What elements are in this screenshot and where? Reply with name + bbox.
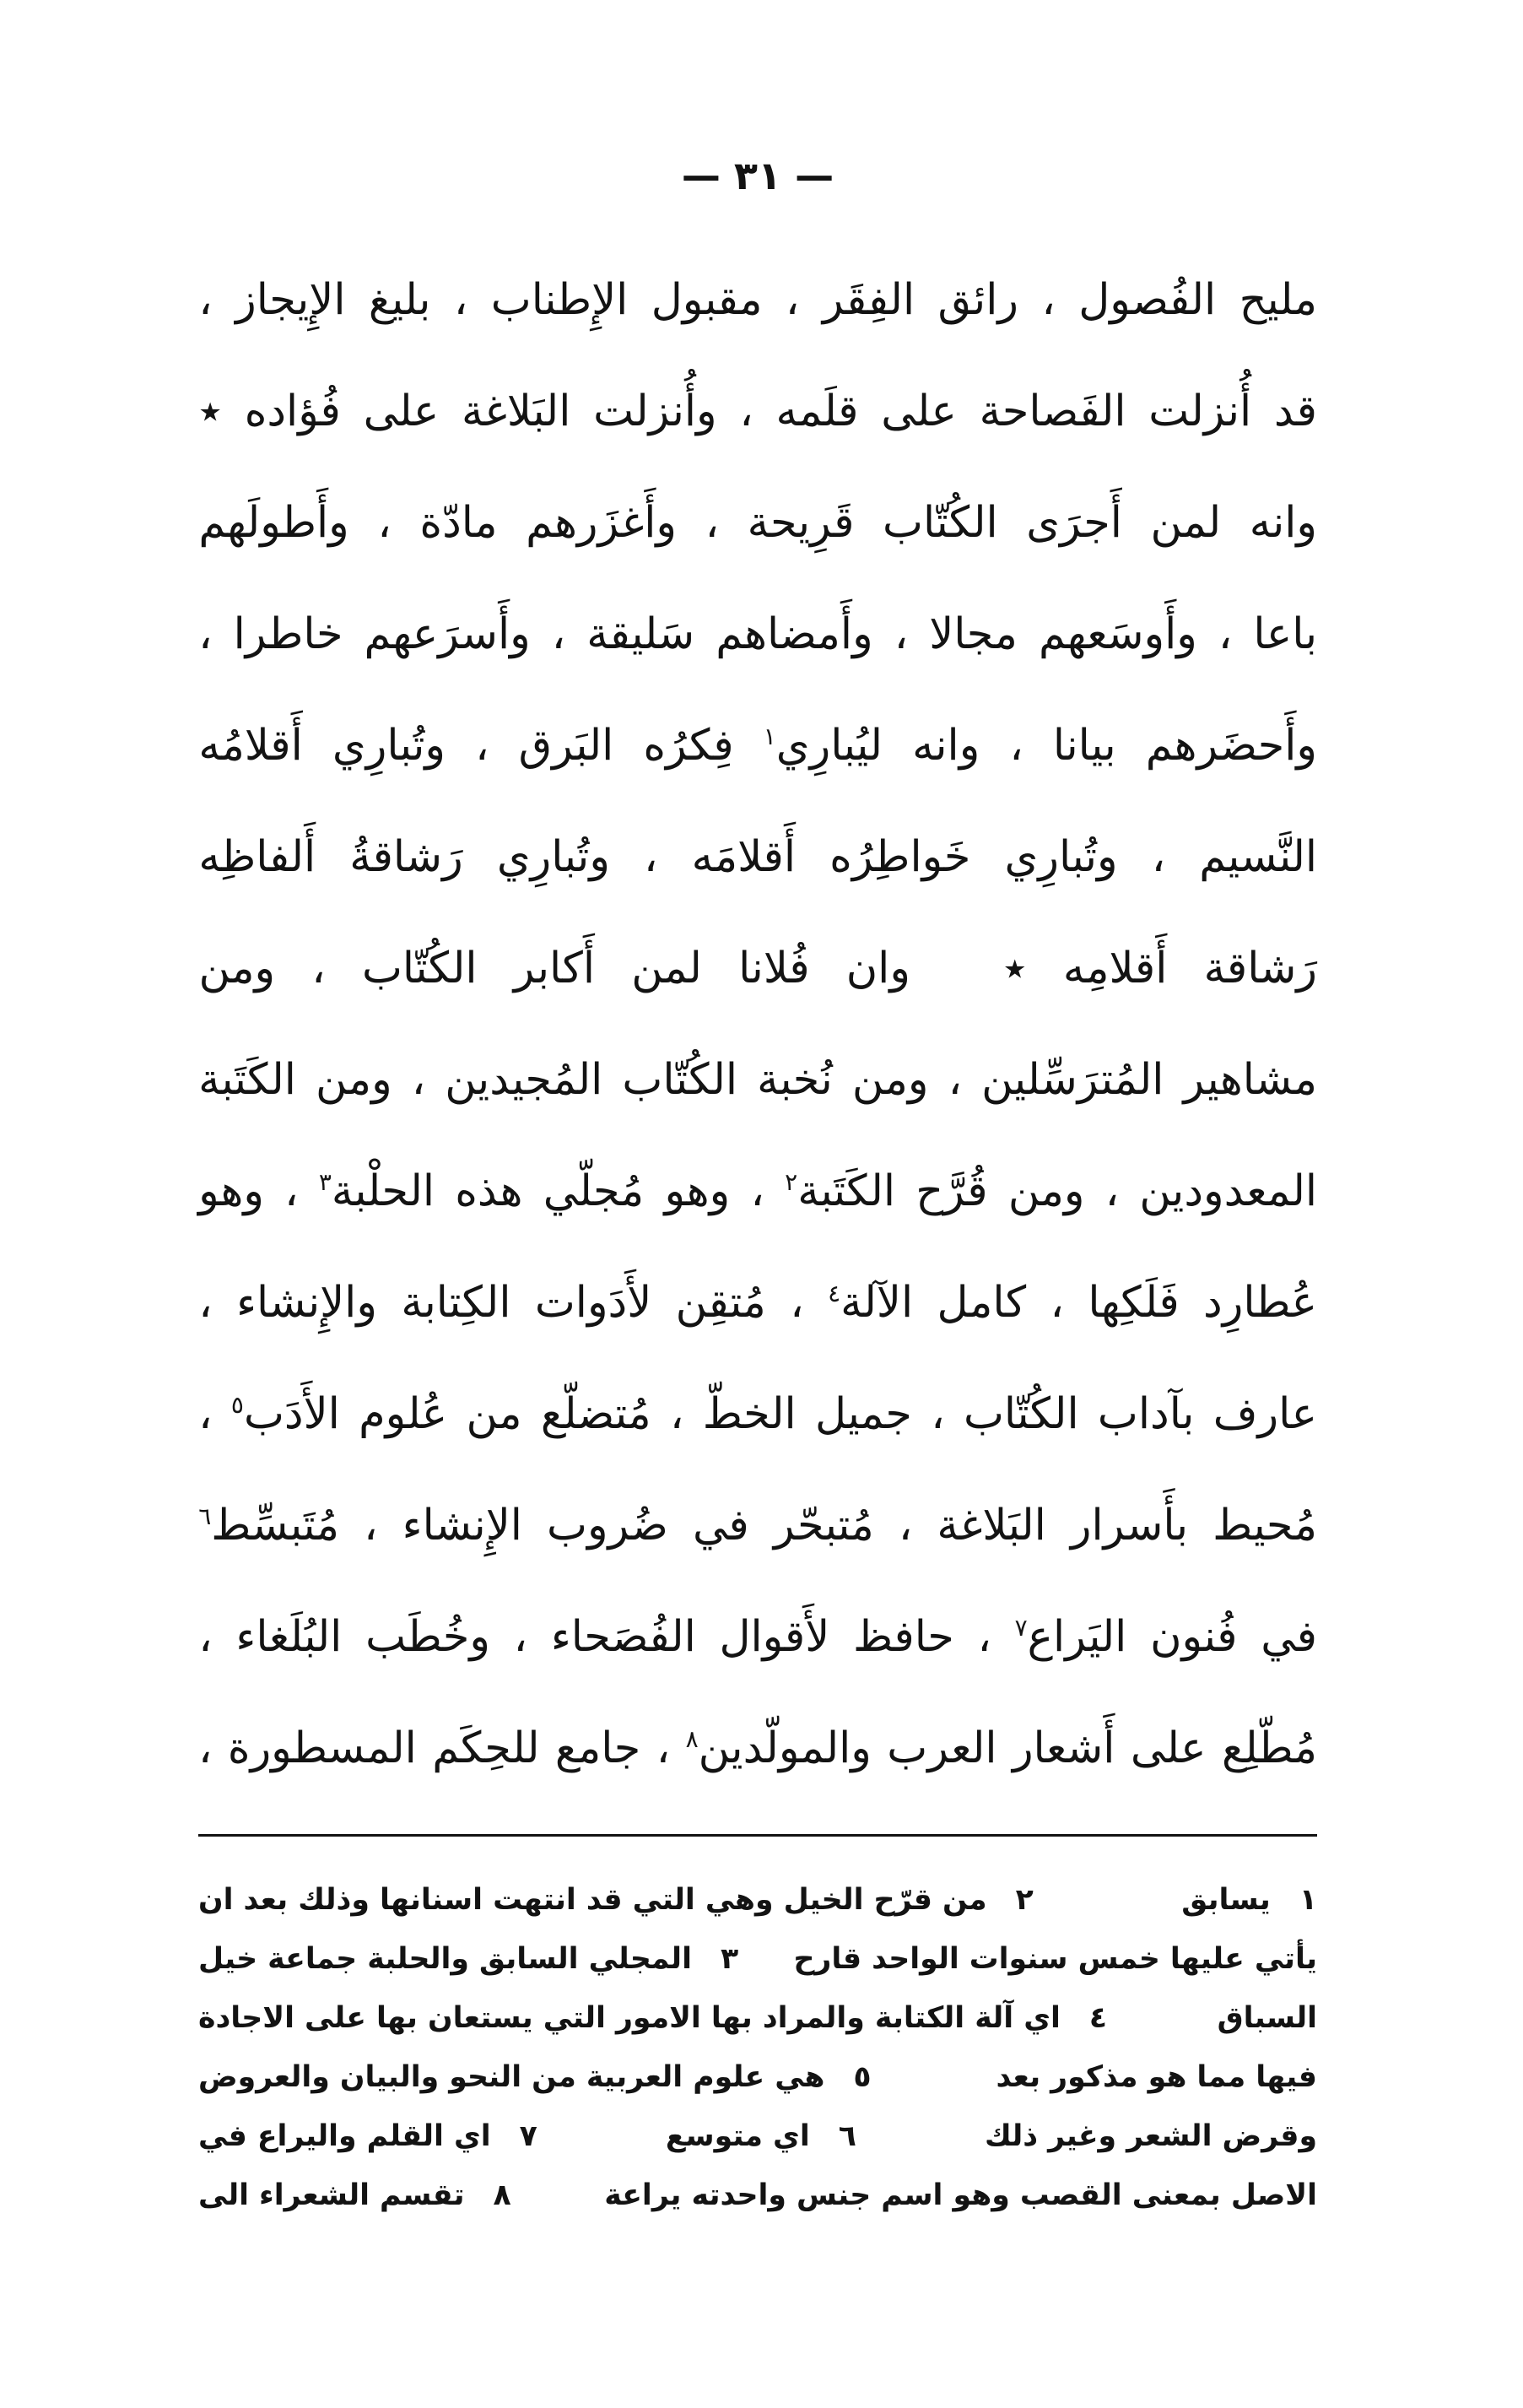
footnote-marker: ٨ <box>685 1725 699 1754</box>
text-segment: مُطّلِع على أَشعار العرب والمولّدين <box>698 1723 1317 1773</box>
footnote-line <box>198 1929 1317 1989</box>
text-segment: ، حافظ لأَقوال الفُصَحاء ، وخُطَب البُلَغاء ، <box>198 1612 1015 1662</box>
text-segment: قد أُنزلت الفَصاحة على قلَمه ، وأُنزلت البَلاغة على فُؤاده ٭ <box>198 387 1317 436</box>
text-line-content <box>198 1136 1317 1247</box>
text-line-content <box>198 1025 1317 1136</box>
footnote-marker: ٣ <box>318 1168 332 1197</box>
footnote-text: من قرّح الخيل وهي التي قد انتهت اسنانها وذلك بعد ان <box>198 1883 987 1917</box>
footnote-entry <box>1218 1989 1317 2048</box>
footnote-marker: ٦ <box>198 1502 212 1531</box>
footnote-line <box>198 2107 1317 2166</box>
text-line <box>198 690 1317 802</box>
footnote-entry <box>198 2107 537 2166</box>
footnote-text: تقسم الشعراء الى <box>198 2178 465 2212</box>
footnote-entry <box>666 2107 856 2166</box>
text-line-content <box>198 913 1317 1025</box>
footnote-text: الاصل بمعنى القصب وهو اسم جنس واحدته يراعة <box>604 2178 1317 2212</box>
text-segment: النَّسيم ، وتُبارِي خَواطِرُه أَقلامَه ، وتُبارِي رَشاقةُ أَلفاظِه <box>198 832 1317 882</box>
text-line <box>198 245 1317 356</box>
text-segment: مشاهير المُترَسِّلين ، ومن نُخبة الكُتّاب المُجيدين ، ومن الكَتَبة <box>198 1055 1317 1105</box>
footnote-marker: ٧ <box>1014 1614 1028 1642</box>
footnote-number: ٧ <box>519 2119 537 2153</box>
footnote-text: فيها مما هو مذكور بعد <box>996 2060 1317 2094</box>
footnote-text: يسابق <box>1181 1883 1271 1917</box>
text-line <box>198 802 1317 913</box>
footnote-text: اي متوسع <box>665 2119 810 2153</box>
text-segment: رَشاقة أَقلامِه ٭ <box>1002 944 1317 993</box>
text-line <box>198 1470 1317 1582</box>
footnote-entry <box>996 2048 1317 2107</box>
footnote-line <box>198 1989 1317 2048</box>
text-segment: ، مُتقِن لأَدَوات الكِتابة والإِنشاء ، <box>198 1278 829 1328</box>
text-segment: مليح الفُصول ، رائق الفِقَر ، مقبول الإِطناب ، بليغ الإِيجاز ، <box>198 275 1317 325</box>
text-line-content <box>198 802 1317 913</box>
footnote-number: ٢ <box>1015 1883 1034 1917</box>
footnote-entry <box>198 2048 872 2107</box>
footnote-text: السباق <box>1217 2001 1317 2035</box>
footnote-text: يأتي عليها خمس سنوات الواحد قارح <box>793 1942 1317 1976</box>
text-segment: عارف بآداب الكُتّاب ، جميل الخطّ ، مُتضلّع من عُلوم الأَدَب <box>243 1389 1317 1439</box>
footnote-line <box>198 2048 1317 2107</box>
text-segment: ، <box>198 1389 231 1439</box>
text-line-content <box>198 579 1317 690</box>
footnote-entry <box>198 1870 1034 1929</box>
text-line <box>198 1025 1317 1136</box>
text-segment: المعدودين ، ومن قُرَّح الكَتَبة <box>797 1166 1317 1216</box>
footnote-number: ١ <box>1299 1883 1317 1917</box>
footnote-text: هي علوم العربية من النحو والبيان والعروض <box>198 2060 825 2094</box>
text-segment: عُطارِد فَلَكِها ، كامل الآلة <box>840 1278 1317 1328</box>
text-line <box>198 468 1317 579</box>
footnote-marker: ٤ <box>828 1280 841 1308</box>
body-text <box>198 245 1317 1805</box>
text-line-content <box>198 1582 1317 1693</box>
footnote-entry <box>793 1929 1317 1989</box>
text-line <box>198 1359 1317 1470</box>
text-line <box>198 1582 1317 1693</box>
text-segment: مُحيط بأَسرار البَلاغة ، مُتبحّر في ضُروب الإِنشاء ، مُتَبسِّط <box>211 1501 1317 1550</box>
footnote-text: وقرض الشعر وغير ذلك <box>984 2119 1317 2153</box>
text-segment: في فُنون اليَراع <box>1027 1612 1317 1662</box>
footnote-text: المجلي السابق والحلبة جماعة خيل <box>198 1942 692 1976</box>
footnote-marker: ٥ <box>230 1391 244 1420</box>
footnote-line <box>198 1870 1317 1929</box>
footnote-text: اي القلم واليراع في <box>198 2119 491 2153</box>
footnote-number: ٨ <box>493 2178 511 2212</box>
text-line <box>198 356 1317 468</box>
text-segment: وان فُلانا لمن أَكابر الكُتّاب ، ومن <box>198 944 910 993</box>
text-line-content <box>198 690 1317 802</box>
footnote-entry <box>198 2166 511 2225</box>
footnote-number: ٤ <box>1088 2001 1108 2035</box>
footnote-marker: ٢ <box>785 1168 798 1197</box>
text-segment: ، وهو مُجلّي هذه الحلْبة <box>331 1166 786 1216</box>
text-segment: ، جامع للحِكَم المسطورة ، <box>198 1723 686 1773</box>
text-segment: باعا ، وأَوسَعهم مجالا ، وأَمضاهم سَليقة ، وأَسرَعهم خاطرا ، <box>198 609 1317 659</box>
text-line-content <box>198 245 1317 356</box>
footnote-line <box>198 2166 1317 2225</box>
text-line-content <box>198 468 1317 579</box>
text-segment: ، وهو <box>198 1166 319 1216</box>
text-line-content <box>198 1247 1317 1359</box>
text-segment: وأَحضَرهم بيانا ، وانه ليُبارِي <box>775 721 1317 771</box>
footnote-number: ٥ <box>853 2060 872 2094</box>
footnotes <box>198 1870 1317 2225</box>
footnote-entry <box>198 1929 738 1989</box>
footnote-entry <box>198 1989 1107 2048</box>
text-line <box>198 1693 1317 1805</box>
footnote-number: ٦ <box>838 2119 856 2153</box>
footnote-entry <box>604 2166 1317 2225</box>
footnote-number: ٣ <box>720 1942 739 1976</box>
text-line <box>198 1247 1317 1359</box>
text-segment: فِكرُه البَرق ، وتُبارِي أَقلامُه <box>198 721 764 771</box>
page-number: — ٣١ — <box>681 153 834 198</box>
text-line <box>198 579 1317 690</box>
text-line-content <box>198 1359 1317 1470</box>
text-line <box>198 1136 1317 1247</box>
footnote-divider <box>198 1834 1317 1837</box>
text-line-content <box>198 1693 1317 1805</box>
text-line-content <box>198 1470 1317 1582</box>
footnote-text: اي آلة الكتابة والمراد بها الامور التي يستعان بها على الاجادة <box>198 2001 1061 2035</box>
text-line <box>198 913 1317 1025</box>
footnote-marker: ١ <box>763 722 776 751</box>
text-line-content <box>198 356 1317 468</box>
text-segment: وانه لمن أَجرَى الكُتّاب قَرِيحة ، وأَغزَرهم مادّة ، وأَطولَهم <box>198 498 1317 548</box>
footnote-entry <box>985 2107 1317 2166</box>
footnote-entry <box>1181 1870 1317 1929</box>
